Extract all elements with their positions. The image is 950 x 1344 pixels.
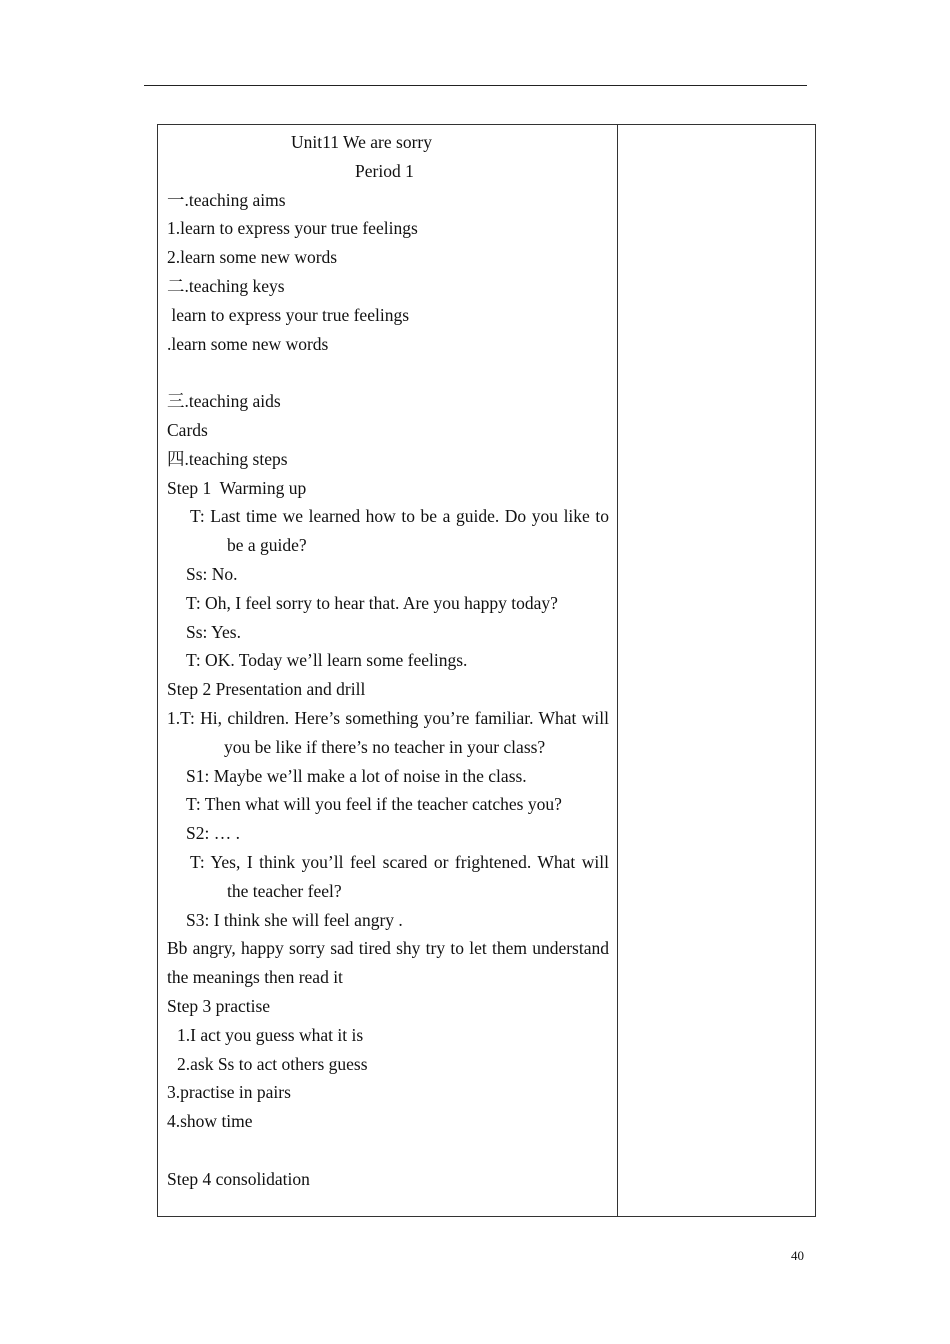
dialogue-line: Ss: No.: [186, 563, 238, 584]
dialogue-line: T: Then what will you feel if the teacher catches you?: [186, 794, 562, 815]
steps-heading: 四.teaching steps: [167, 448, 288, 469]
lesson-plan-table: [157, 124, 816, 1217]
period-label: Period 1: [355, 160, 414, 181]
notes-cell: [618, 125, 815, 1216]
step4-heading: Step 4 consolidation: [167, 1168, 310, 1189]
aids-item: Cards: [167, 419, 208, 440]
keys-heading: 二.teaching keys: [167, 275, 285, 296]
dialogue-line: T: Yes, I think you’ll feel scared or frightened. What will the teacher feel?: [190, 851, 609, 901]
dialogue-line: S2: … .: [186, 823, 240, 844]
practise-item: 1.I act you guess what it is: [177, 1024, 364, 1045]
header-rule: [144, 85, 807, 86]
aim-item: 2.learn some new words: [167, 247, 338, 268]
page-number: 40: [791, 1248, 804, 1263]
practise-item: 3.practise in pairs: [167, 1082, 291, 1103]
dialogue-line: T: OK. Today we’ll learn some feelings.: [186, 650, 468, 671]
blank-line: [167, 358, 609, 387]
dialogue-line: S3: I think she will feel angry .: [186, 909, 403, 930]
step2-heading: Step 2 Presentation and drill: [167, 679, 366, 700]
aids-heading: 三.teaching aids: [167, 391, 281, 412]
unit-title: Unit11 We are sorry: [291, 132, 432, 152]
dialogue-line: T: Oh, I feel sorry to hear that. Are you happy today?: [186, 592, 558, 613]
aim-item: 1.learn to express your true feelings: [167, 218, 418, 239]
aims-heading: 一.teaching aims: [167, 189, 286, 210]
key-item: .learn some new words: [167, 333, 329, 354]
lesson-content-cell: [158, 125, 618, 1216]
dialogue-line: Ss: Yes.: [186, 621, 241, 642]
step3-heading: Step 3 practise: [167, 995, 271, 1016]
key-item: learn to express your true feelings: [167, 304, 410, 325]
step1-heading: Step 1 Warming up: [167, 477, 307, 498]
dialogue-line: S1: Maybe we’ll make a lot of noise in the class.: [186, 765, 527, 786]
lesson-content: [167, 128, 609, 1193]
practise-item: 4.show time: [167, 1111, 253, 1132]
dialogue-line: T: Last time we learned how to be a guide. Do you like to be a guide?: [190, 506, 609, 556]
dialogue-line: 1.T: Hi, children. Here’s something you’re familiar. What will you be like if there’s no teacher in your class?: [167, 707, 609, 757]
practise-item: 2.ask Ss to act others guess: [177, 1053, 368, 1074]
blackboard-note: Bb angry, happy sorry sad tired shy try to let them understand the meanings then read it: [167, 938, 609, 988]
blank-line: [167, 1136, 609, 1165]
